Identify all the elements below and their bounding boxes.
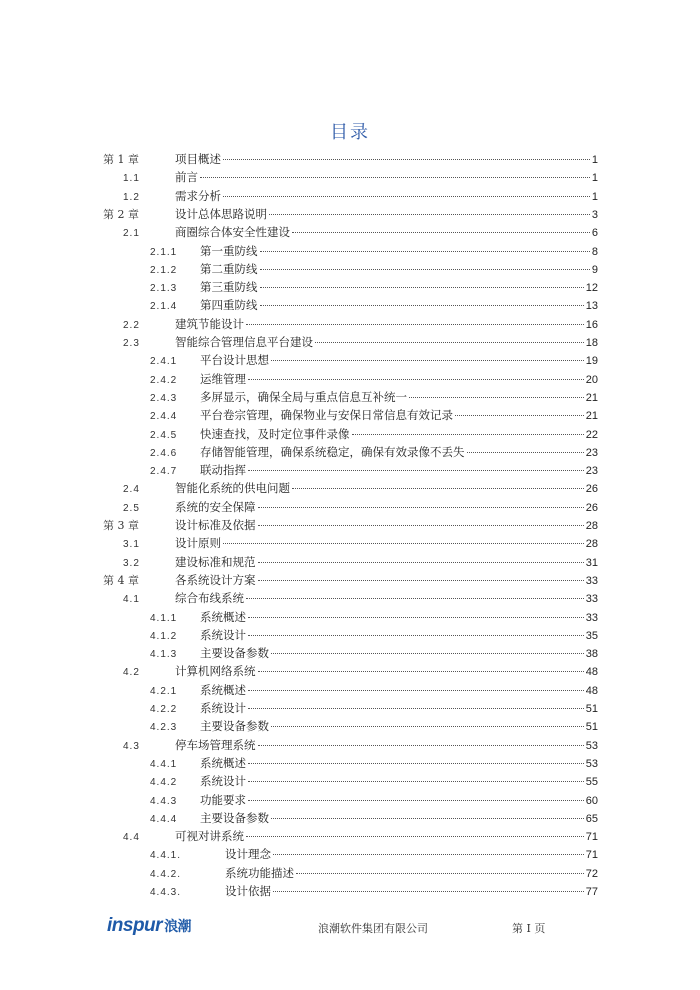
dot-leader [248, 708, 584, 709]
toc-entry-number: 2.4.6 [150, 447, 178, 459]
toc-entry-number: 4.4.1. [150, 850, 182, 862]
toc-entry-number: 4.4.2. [150, 868, 182, 880]
dot-leader [258, 562, 584, 563]
toc-entry-title: 计算机网络系统 [175, 664, 256, 679]
toc-entry[interactable] [150, 260, 598, 278]
toc-entry[interactable] [150, 608, 598, 626]
toc-entry[interactable] [150, 845, 598, 863]
toc-entry-number: 4.4.3. [150, 887, 182, 898]
toc-entry-number: 1.2 [123, 191, 140, 203]
toc-entry-number: 2.1.4 [150, 301, 178, 313]
toc-entry-page: 13 [585, 300, 598, 313]
toc-entry-number: 4.2.2 [150, 704, 178, 715]
dot-leader [248, 635, 584, 636]
toc-entry[interactable] [150, 644, 598, 662]
toc-entry-number: 4.4.1 [150, 758, 178, 770]
toc-title: 目录 [330, 122, 370, 143]
toc-entry-number: 2.4.3 [150, 392, 178, 404]
toc-entry[interactable] [150, 809, 598, 827]
toc-entry-title: 主要设备参数 [200, 719, 269, 734]
toc-entry-title: 建设标准和规范 [175, 554, 256, 569]
toc-entry-page: 19 [585, 355, 598, 368]
toc-entry[interactable] [150, 772, 598, 790]
inspur-logo [107, 915, 191, 937]
toc-entry-page: 22 [585, 428, 598, 441]
toc-entry-number: 3.2 [123, 557, 140, 569]
toc-entry-number: 4.2.3 [150, 722, 178, 734]
toc-entry-number: 2.3 [123, 338, 140, 349]
logo-text: inspur [107, 915, 163, 936]
logo-cn-text: 浪潮 [164, 919, 192, 935]
toc-entry[interactable] [123, 553, 598, 571]
toc-entry[interactable] [150, 681, 598, 699]
toc-entry-page: 33 [585, 611, 598, 624]
toc-entry-page: 28 [585, 520, 598, 532]
toc-entry-title: 项目概述 [175, 152, 221, 166]
toc-entry[interactable] [123, 223, 598, 241]
toc-entry-title: 系统的安全保障 [175, 499, 256, 514]
toc-entry-page: 12 [585, 282, 598, 295]
toc-entry-title: 智能综合管理信息平台建设 [175, 335, 313, 349]
toc-entry-page: 33 [585, 593, 598, 606]
dot-leader [248, 781, 584, 782]
toc-entry-number: 2.4.4 [150, 411, 178, 423]
dot-leader [467, 452, 584, 453]
toc-entry-title: 第三重防线 [200, 280, 258, 295]
dot-leader [223, 159, 590, 160]
toc-entry-title: 可视对讲系统 [175, 829, 244, 844]
toc-entry-page: 53 [585, 757, 598, 770]
toc-entry[interactable] [150, 278, 598, 296]
toc-entry[interactable] [123, 662, 598, 680]
toc-entry-title: 需求分析 [175, 188, 221, 203]
toc-entry-number: 2.1.3 [150, 283, 178, 295]
toc-entry-page: 55 [585, 776, 598, 789]
dot-leader [260, 287, 584, 288]
toc-entry-title: 各系统设计方案 [175, 572, 256, 587]
toc-entry-number: 4.1.3 [150, 649, 178, 661]
dot-leader [258, 671, 584, 672]
toc-entry-title: 系统概述 [200, 682, 246, 697]
toc-entry-number: 4.1.2 [150, 630, 178, 642]
company-name: 浪潮软件集团有限公司 [318, 922, 428, 935]
toc-entry-page: 8 [591, 245, 598, 258]
dot-leader [271, 818, 584, 819]
toc-entry-page: 16 [585, 318, 598, 331]
toc-entry-title: 联动指挥 [200, 463, 246, 478]
toc-entry-title: 系统设计 [200, 774, 246, 789]
toc-entry-page: 23 [585, 446, 598, 459]
dot-leader [258, 580, 584, 581]
toc-entry-title: 快速查找，及时定位事件录像 [200, 426, 350, 441]
toc-entry[interactable] [150, 717, 598, 735]
toc-entry-title: 运维管理 [200, 371, 246, 386]
dot-leader [271, 360, 584, 361]
toc-entry-page: 21 [585, 410, 598, 423]
toc-entry-title: 存储智能管理，确保系统稳定，确保有效录像不丢失 [200, 444, 465, 459]
toc-entry-number: 4.4.4 [150, 813, 178, 825]
toc-entry[interactable] [150, 791, 598, 809]
toc-entry-number: 4.1 [123, 594, 140, 606]
toc-entry-title: 设计总体思路说明 [175, 206, 267, 221]
toc-entry-page: 23 [585, 465, 598, 478]
toc-entry-page: 20 [585, 373, 598, 386]
toc-entry-page: 51 [585, 703, 598, 715]
toc-entry[interactable] [150, 242, 598, 260]
dot-leader [248, 800, 584, 801]
toc-entry-title: 系统功能描述 [225, 865, 294, 880]
toc-entry-page: 28 [585, 538, 598, 551]
toc-entry[interactable] [123, 589, 598, 607]
toc-entry-number: 第 2 章 [103, 207, 139, 221]
dot-leader [455, 415, 584, 416]
toc-entry-page: 21 [585, 391, 598, 404]
toc-entry[interactable] [123, 534, 598, 552]
toc-entry-title: 系统概述 [200, 609, 246, 624]
toc-entry-title: 智能化系统的供电问题 [175, 481, 290, 496]
toc-entry-number: 1.1 [123, 173, 140, 185]
dot-leader [258, 507, 584, 508]
toc-entry-page: 51 [585, 721, 598, 734]
page-footer [0, 912, 700, 942]
toc-entry[interactable] [150, 882, 598, 900]
toc-entry-number: 2.2 [123, 319, 140, 331]
dot-leader [248, 617, 584, 618]
toc-entry-number: 4.4.2 [150, 777, 178, 789]
toc-entry-number: 第 3 章 [103, 519, 139, 532]
toc-entry-page: 65 [585, 812, 598, 825]
toc-entry-number: 2.1 [123, 228, 140, 240]
toc-entry-title: 功能要求 [200, 792, 246, 807]
dot-leader [246, 598, 584, 599]
toc-entry[interactable] [103, 150, 598, 168]
dot-leader [248, 763, 584, 764]
toc-entry-page: 77 [585, 886, 598, 898]
toc-entry-page: 26 [585, 501, 598, 514]
toc-entry-number: 2.4 [123, 484, 140, 496]
toc-entry-page: 26 [585, 483, 598, 496]
toc-entry-number: 2.1.1 [150, 246, 178, 258]
toc-entry-page: 38 [585, 648, 598, 661]
toc-entry[interactable] [150, 443, 598, 461]
toc-entry-page: 6 [591, 227, 598, 240]
toc-entry-title: 停车场管理系统 [175, 737, 256, 752]
toc-entry-page: 48 [585, 684, 598, 697]
toc-entry-number: 第 4 章 [103, 573, 139, 587]
dot-leader [292, 232, 590, 233]
toc-entry[interactable] [150, 296, 598, 314]
toc-entry-title: 前言 [175, 170, 198, 185]
toc-entry-title: 设计原则 [175, 536, 221, 551]
toc-entry-title: 系统设计 [200, 627, 246, 642]
dot-leader [271, 653, 584, 654]
toc-entry-page: 1 [591, 172, 598, 185]
toc-entry-title: 平台卷宗管理，确保物业与安保日常信息有效记录 [200, 408, 453, 423]
toc-entry-number: 2.1.2 [150, 264, 178, 276]
dot-leader [292, 488, 584, 489]
dot-leader [246, 324, 584, 325]
toc-entry[interactable] [123, 315, 598, 333]
dot-leader [315, 342, 584, 343]
toc-entry-page: 72 [585, 867, 598, 880]
toc-entry-number: 3.1 [123, 539, 140, 551]
toc-entry[interactable] [103, 205, 598, 223]
toc-entry-page: 35 [585, 629, 598, 642]
toc-entry-page: 18 [585, 337, 598, 349]
toc-entry[interactable] [150, 754, 598, 772]
toc-entry-title: 设计标准及依据 [175, 518, 256, 532]
toc-entry[interactable] [150, 626, 598, 644]
toc-entry-number: 2.4.5 [150, 429, 178, 441]
toc-entry-page: 1 [591, 154, 598, 166]
dot-leader [409, 397, 584, 398]
toc-entry-page: 33 [585, 574, 598, 587]
toc-entry-page: 1 [591, 190, 598, 203]
toc-entry-number: 4.3 [123, 740, 140, 752]
toc-entry-page: 53 [585, 739, 598, 752]
toc-entry-page: 60 [585, 794, 598, 807]
dot-leader [246, 836, 584, 837]
toc-entry-number: 4.4.3 [150, 795, 178, 807]
toc-entry-title: 多屏显示，确保全局与重点信息互补统一 [200, 389, 407, 404]
toc-entry[interactable] [150, 351, 598, 369]
page-number: 第 I 页 [512, 922, 546, 935]
toc-entry[interactable] [123, 498, 598, 516]
toc-entry[interactable] [150, 425, 598, 443]
dot-leader [273, 854, 584, 855]
toc-entry[interactable] [123, 827, 598, 845]
toc-entry-title: 建筑节能设计 [175, 316, 244, 331]
dot-leader [223, 543, 584, 544]
toc-entry-page: 3 [591, 208, 598, 221]
dot-leader [248, 470, 584, 471]
toc-entry-number: 2.4.2 [150, 374, 178, 386]
toc-entry-page: 31 [585, 556, 598, 569]
toc-entry[interactable] [150, 864, 598, 882]
toc-entry-title: 第一重防线 [200, 243, 258, 258]
toc-entry[interactable] [123, 333, 598, 351]
toc-entry-number: 2.4.1 [150, 356, 178, 368]
dot-leader [260, 269, 590, 270]
toc-entry[interactable] [150, 699, 598, 717]
toc-entry-title: 主要设备参数 [200, 646, 269, 661]
toc-entry-number: 4.2 [123, 667, 140, 679]
toc-entry-number: 第 1 章 [103, 153, 139, 166]
dot-leader [269, 214, 590, 215]
toc-entry-title: 综合布线系统 [175, 591, 244, 606]
dot-leader [271, 726, 584, 727]
toc-entry-title: 第四重防线 [200, 298, 258, 313]
toc-entry[interactable] [123, 187, 598, 205]
toc-entry-page: 9 [591, 263, 598, 276]
toc-entry[interactable] [123, 479, 598, 497]
toc-entry-number: 4.1.1 [150, 612, 178, 624]
toc-entry-page: 71 [585, 831, 598, 844]
toc-entry-title: 设计理念 [225, 847, 271, 862]
toc-entry[interactable] [103, 571, 598, 589]
dot-leader [260, 251, 590, 252]
toc-entry-number: 4.2.1 [150, 685, 178, 697]
toc-entry-number: 2.4.7 [150, 466, 178, 478]
toc-entry[interactable] [150, 406, 598, 424]
toc-entry-page: 71 [585, 849, 598, 862]
dot-leader [260, 305, 584, 306]
toc-entry[interactable] [123, 168, 598, 186]
toc-entry[interactable] [150, 370, 598, 388]
toc-entry-title: 第二重防线 [200, 261, 258, 276]
toc-entry-number: 2.5 [123, 502, 140, 514]
toc-entry[interactable] [123, 736, 598, 754]
dot-leader [296, 873, 584, 874]
dot-leader [352, 434, 584, 435]
toc-entry-number: 4.4 [123, 832, 140, 844]
dot-leader [200, 177, 590, 178]
dot-leader [273, 891, 584, 892]
dot-leader [258, 525, 584, 526]
dot-leader [248, 379, 584, 380]
toc-entry[interactable] [103, 516, 598, 534]
dot-leader [248, 690, 584, 691]
toc-entry-title: 系统概述 [200, 755, 246, 770]
toc-entry-title: 系统设计 [200, 701, 246, 715]
toc-entry-page: 48 [585, 666, 598, 679]
toc-entry[interactable] [150, 461, 598, 479]
toc-entry-title: 主要设备参数 [200, 810, 269, 825]
dot-leader [258, 745, 584, 746]
toc-entry-title: 平台设计思想 [200, 353, 269, 368]
toc-entry-title: 设计依据 [225, 884, 271, 898]
dot-leader [223, 196, 590, 197]
toc-entry[interactable] [150, 388, 598, 406]
toc-entry-title: 商圈综合体安全性建设 [175, 225, 290, 240]
